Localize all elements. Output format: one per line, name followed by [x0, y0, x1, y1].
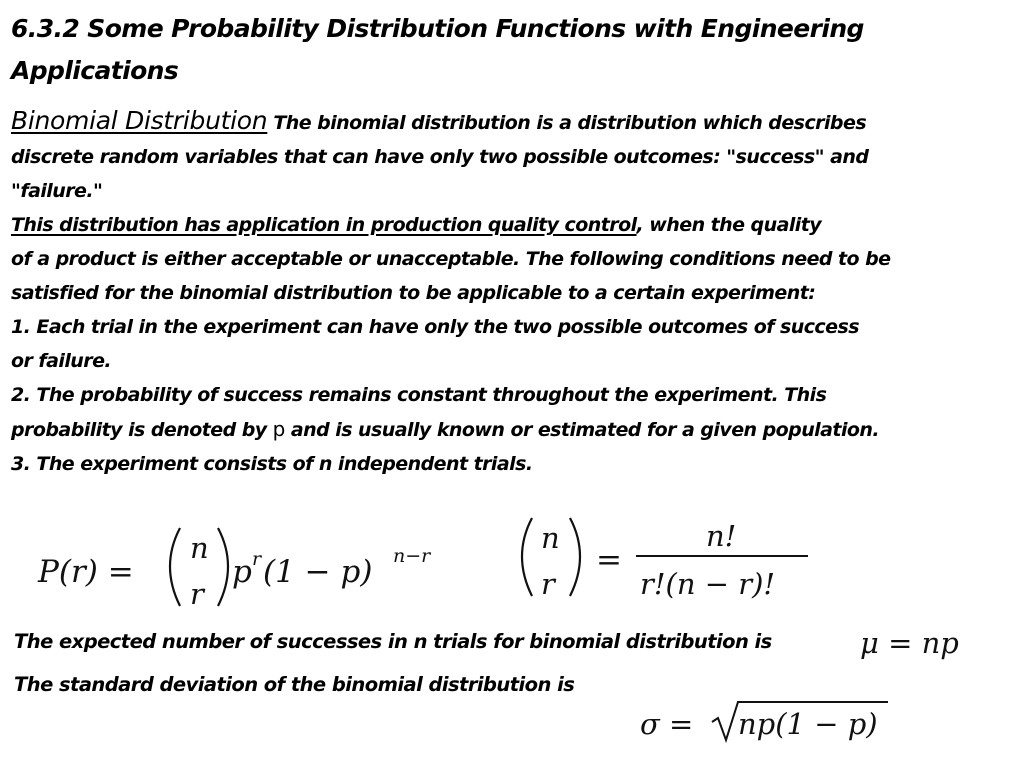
title-line-2: Applications: [11, 56, 179, 85]
application-line: [11, 208, 1021, 242]
condition-3-line: 3. The experiment consists of n independent trials.: [11, 453, 533, 475]
intro-line-1: [11, 104, 1021, 140]
condition-1-line-a: 1. Each trial in the experiment can have only the two possible outcomes of success: [11, 316, 860, 338]
intro-text-1: The binomial distribution is a distribution which describes: [267, 112, 867, 134]
stddev-line: [14, 673, 574, 696]
pmf-exponent: n−r: [393, 545, 431, 567]
pmf-p: p: [232, 554, 252, 590]
fraction-denominator: r!(n − r)!: [640, 567, 776, 601]
binomial-heading: Binomial Distribution: [11, 106, 268, 135]
def-binom-bottom: r: [541, 567, 555, 601]
pmf-rest: (1 − p): [263, 554, 373, 590]
pmf-formula: [37, 528, 432, 611]
binom-left-paren: [170, 528, 180, 606]
pmf-r-exponent: r: [252, 548, 262, 570]
sigma-lhs: σ =: [640, 707, 694, 741]
pmf-lhs: P(r) =: [38, 554, 134, 590]
binomial-description: [11, 104, 1021, 481]
application-underlined: This distribution has application in production quality control: [11, 214, 637, 236]
def-binom-top: n: [541, 521, 560, 555]
condition-2-line-b: [11, 412, 1021, 447]
fraction-numerator: n!: [706, 519, 737, 553]
def-right-paren: [570, 518, 580, 596]
body-line-6: satisfied for the binomial distribution to be applicable to a certain experiment:: [11, 282, 816, 304]
expected-line: [14, 630, 772, 653]
formula-svg: [0, 510, 1024, 620]
p-symbol: p: [272, 417, 285, 441]
binom-bottom: r: [190, 577, 204, 611]
binom-top: n: [190, 531, 209, 565]
expected-text: The expected number of successes in n trials for binomial distribution is: [14, 630, 772, 653]
binom-right-paren: [218, 528, 228, 606]
slide-title: [11, 8, 1001, 92]
expected-formula: μ = np: [860, 626, 959, 660]
body-line-5: of a product is either acceptable or unacceptable. The following conditions need to be: [11, 248, 891, 270]
condition-2-pre: probability is denoted by: [11, 419, 273, 441]
sqrt-radicand: np(1 − p): [738, 707, 878, 741]
binom-definition: [522, 518, 808, 601]
condition-2-line-a: 2. The probability of success remains constant throughout the experiment. This: [11, 384, 827, 406]
stddev-formula: [630, 696, 910, 752]
intro-line-3: "failure.": [11, 180, 103, 202]
condition-1-line-b: or failure.: [11, 350, 112, 372]
stddev-text: The standard deviation of the binomial distribution is: [14, 673, 575, 696]
title-line-1: 6.3.2 Some Probability Distribution Functions with Engineering: [11, 14, 864, 43]
application-rest: , when the quality: [636, 214, 822, 236]
def-equals: =: [596, 542, 622, 578]
def-left-paren: [522, 518, 532, 596]
condition-2-post: and is usually known or estimated for a given population.: [284, 419, 880, 441]
intro-line-2: discrete random variables that can have only two possible outcomes: "success" and: [11, 146, 869, 168]
binomial-formulas: [0, 510, 1024, 620]
